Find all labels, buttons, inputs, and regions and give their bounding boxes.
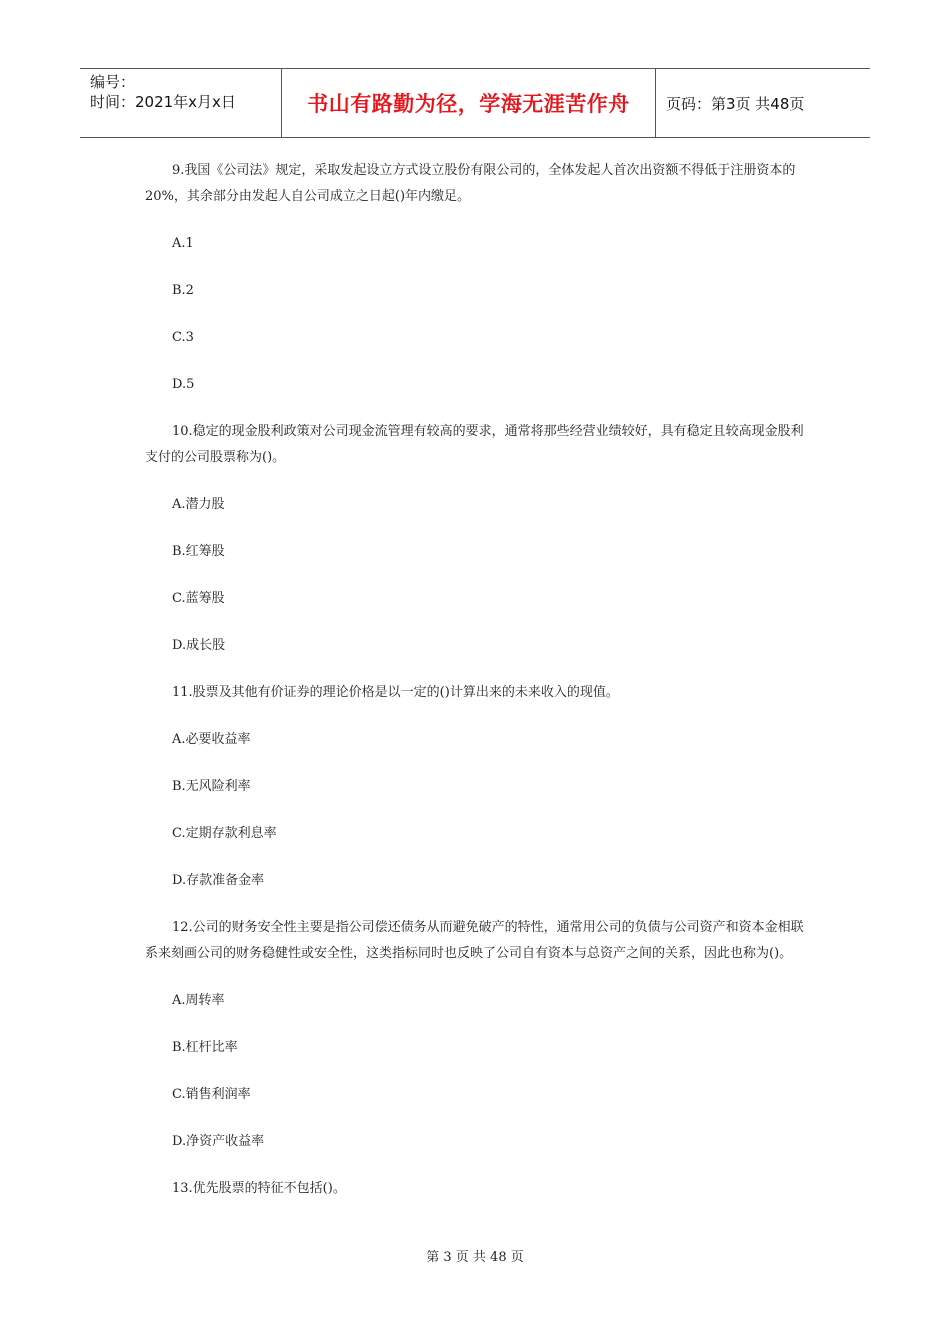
question-stem: 10.稳定的现金股利政策对公司现金流管理有较高的要求，通常将那些经营业绩较好，具有稳定且较高现金股利支付的公司股票称为()。 — [145, 424, 804, 465]
option-d: D.5 — [172, 377, 195, 392]
option-d: D.净资产收益率 — [172, 1134, 265, 1149]
option-a: A.周转率 — [172, 993, 225, 1008]
option-b: B.2 — [172, 283, 194, 298]
question-list — [145, 158, 810, 1202]
option-c: C.蓝筹股 — [172, 591, 225, 606]
option-c: C.3 — [172, 330, 194, 345]
option-c: C.销售利润率 — [172, 1087, 251, 1102]
header-motto: 书山有路勤为径，学海无涯苦作舟 — [282, 69, 656, 137]
question-stem: 9.我国《公司法》规定，采取发起设立方式设立股份有限公司的，全体发起人首次出资额不得低于注册资本的20%，其余部分由发起人自公司成立之日起()年内缴足。 — [145, 163, 796, 204]
option-a: A.潜力股 — [172, 497, 225, 512]
option-c: C.定期存款利息率 — [172, 826, 277, 841]
option-a: A.必要收益率 — [172, 732, 251, 747]
question-stem: 12.公司的财务安全性主要是指公司偿还债务从而避免破产的特性，通常用公司的负债与公司资产和资本金相联系来刻画公司的财务稳健性或安全性，这类指标同时也反映了公司自有资本与总资产之间的关系，因此也称为()。 — [145, 920, 804, 961]
option-a: A.1 — [172, 236, 194, 251]
page-header — [80, 68, 870, 138]
option-d: D.成长股 — [172, 638, 226, 653]
question-stem: 13.优先股票的特征不包括()。 — [172, 1181, 346, 1196]
header-meta — [80, 69, 282, 137]
header-page-info: 页码：第3页 共48页 — [666, 94, 805, 113]
page-footer: 第 3 页 共 48 页 — [426, 1250, 524, 1265]
question-stem: 11.股票及其他有价证券的理论价格是以一定的()计算出来的未来收入的现值。 — [172, 685, 619, 700]
option-d: D.存款准备金率 — [172, 873, 265, 888]
number-label: 编号： — [90, 73, 136, 91]
time-label: 时间：2021年x月x日 — [90, 93, 236, 111]
option-b: B.无风险利率 — [172, 779, 251, 794]
option-b: B.杠杆比率 — [172, 1040, 238, 1055]
option-b: B.红筹股 — [172, 544, 225, 559]
